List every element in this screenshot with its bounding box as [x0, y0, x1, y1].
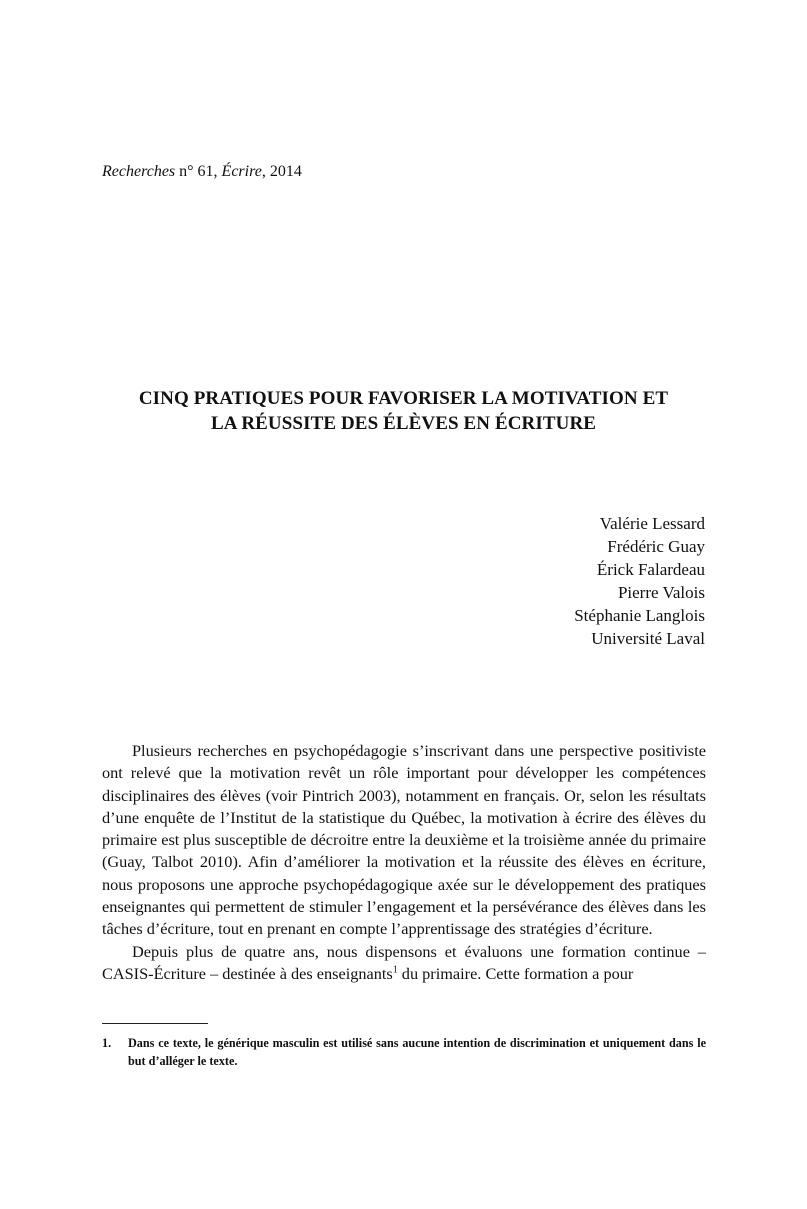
journal-header — [102, 163, 302, 181]
body-text — [102, 740, 706, 985]
author-name: Érick Falardeau — [596, 560, 705, 579]
footnote-number: 1. — [102, 1036, 112, 1050]
title-line-2: LA RÉUSSITE DES ÉLÈVES EN ÉCRITURE — [210, 413, 597, 434]
footnote-separator — [102, 1023, 208, 1024]
author-name: Stéphanie Langlois — [574, 606, 705, 625]
footnote — [102, 1034, 706, 1070]
author-affiliation: Université Laval — [591, 629, 705, 648]
paragraph-2-continuation: du primaire. Cette formation a pour — [397, 963, 634, 983]
issue-number: n° 61, — [179, 163, 218, 180]
paragraph-2 — [102, 941, 706, 986]
footnote-reference[interactable]: 1 — [392, 964, 398, 976]
article-title — [80, 386, 727, 436]
journal-name: Recherches — [102, 163, 176, 180]
footnote-text: Dans ce texte, le générique masculin est utilisé sans aucune intention de discrimination et uniquement dans le but d’alléger le texte. — [128, 1036, 706, 1068]
author-list — [574, 512, 705, 650]
author-name: Frédéric Guay — [607, 537, 705, 556]
author-name: Valérie Lessard — [599, 514, 705, 533]
issue-year: , 2014 — [261, 163, 302, 180]
author-name: Pierre Valois — [617, 583, 705, 602]
issue-theme: Écrire — [221, 163, 262, 180]
paragraph-1: Plusieurs recherches en psychopédagogie s’inscrivant dans une perspective positiviste ont relevé que la motivation revêt un rôle important pour développer les compétences disciplinaires des élèves (voir Pintrich 2003), notamment en français. Or, selon les résultats d’une enquête de l’Institut de la statistique du Québec, la motivation à écrire des élèves du primaire est plus susceptible de décroitre entre la deuxième et la troisième année du primaire (Guay, Talbot 2010). Afin d’améliorer la motivation et la réussite des élèves en écriture, nous proposons une approche psychopédagogique axée sur le développement des pratiques enseignantes qui permettent de stimuler l’engagement et la persévérance des élèves dans les tâches d’écriture, tout en prenant en compte l’apprentissage des stratégies d’écriture. — [102, 741, 706, 939]
paragraph-2-text: Depuis plus de quatre ans, nous dispensons et évaluons une formation continue – CASIS-Écriture – destinée à des enseignants — [102, 941, 706, 983]
title-line-1: CINQ PRATIQUES POUR FAVORISER LA MOTIVATION ET — [138, 388, 669, 409]
